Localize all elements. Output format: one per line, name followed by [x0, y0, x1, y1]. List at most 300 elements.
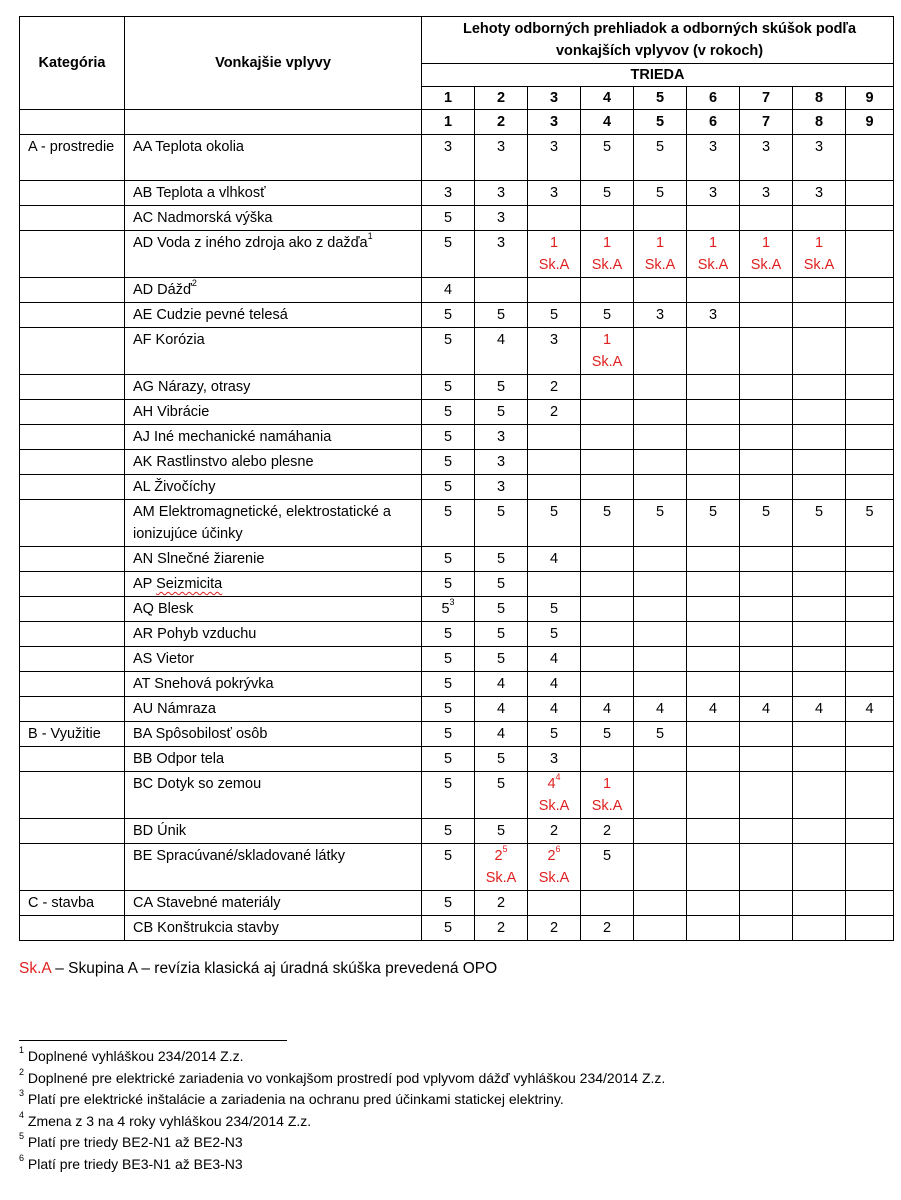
header-class-label: TRIEDA: [422, 64, 894, 87]
value-cell: 5: [475, 597, 528, 622]
influence-cell: BD Únik: [125, 819, 422, 844]
category-cell: [20, 547, 125, 572]
value-cell: [634, 916, 687, 941]
value-cell: [793, 547, 846, 572]
influence-cell: AL Živočíchy: [125, 475, 422, 500]
category-cell: [20, 647, 125, 672]
category-cell: [20, 697, 125, 722]
influence-cell: AB Teplota a vlhkosť: [125, 181, 422, 206]
value-cell: 3: [422, 181, 475, 206]
table-row: [20, 450, 894, 475]
value-cell: 4: [581, 110, 634, 135]
value-cell: [740, 278, 793, 303]
value-cell: [793, 891, 846, 916]
value-cell: [846, 303, 894, 328]
value-cell: 5: [422, 891, 475, 916]
table-row: [20, 722, 894, 747]
category-cell: [20, 622, 125, 647]
header-category: Kategória: [20, 17, 125, 110]
category-cell: C - stavba: [20, 891, 125, 916]
category-cell: [20, 231, 125, 278]
value-cell: 5: [793, 500, 846, 547]
value-cell: [634, 375, 687, 400]
value-cell: 1 Sk.A: [581, 231, 634, 278]
value-cell: [793, 622, 846, 647]
value-cell: 6: [687, 110, 740, 135]
value-cell: [793, 425, 846, 450]
value-cell: 5: [581, 181, 634, 206]
influence-cell: BE Spracúvané/skladované látky: [125, 844, 422, 891]
value-cell: [634, 597, 687, 622]
value-cell: 5: [634, 110, 687, 135]
value-cell: 5: [634, 135, 687, 181]
value-cell: 5: [422, 647, 475, 672]
value-cell: 2: [475, 891, 528, 916]
value-cell: 3: [634, 303, 687, 328]
category-cell: [20, 672, 125, 697]
value-cell: [846, 622, 894, 647]
value-cell: 5: [422, 916, 475, 941]
table-row: [20, 328, 894, 375]
value-cell: [687, 722, 740, 747]
value-cell: 3: [528, 110, 581, 135]
value-cell: [846, 819, 894, 844]
value-cell: 4: [475, 672, 528, 697]
value-cell: $2^6$ Sk.A: [528, 844, 581, 891]
value-cell: [846, 772, 894, 819]
value-cell: 3: [475, 206, 528, 231]
value-cell: [581, 647, 634, 672]
table-row: [20, 672, 894, 697]
value-cell: [687, 400, 740, 425]
value-cell: [634, 425, 687, 450]
value-cell: [687, 375, 740, 400]
value-cell: 5: [422, 547, 475, 572]
value-cell: 2: [528, 819, 581, 844]
value-cell: 1 Sk.A: [740, 231, 793, 278]
footnote-item: $^4$ Zmena z 3 na 4 roky vyhláškou 234/2014 Z.z.: [19, 1109, 312, 1129]
value-cell: 5: [687, 500, 740, 547]
value-cell: [634, 819, 687, 844]
value-cell: $2^5$ Sk.A: [475, 844, 528, 891]
value-cell: [581, 400, 634, 425]
value-cell: 1 Sk.A: [793, 231, 846, 278]
value-cell: [846, 278, 894, 303]
value-cell: 5: [475, 400, 528, 425]
footnote-item: $^3$ Platí pre elektrické inštalácie a zariadenia na ochranu pred účinkami statickej elektriny.: [19, 1088, 564, 1107]
table-row: [20, 181, 894, 206]
influence-cell: AN Slnečné žiarenie: [125, 547, 422, 572]
value-cell: [846, 475, 894, 500]
influence-cell: [125, 110, 422, 135]
value-cell: [687, 772, 740, 819]
value-cell: [846, 328, 894, 375]
category-cell: [20, 400, 125, 425]
value-cell: 2: [581, 916, 634, 941]
value-cell: 5: [422, 375, 475, 400]
value-cell: 3: [528, 135, 581, 181]
value-cell: [581, 278, 634, 303]
value-cell: [846, 450, 894, 475]
category-cell: [20, 303, 125, 328]
value-cell: [793, 672, 846, 697]
value-cell: [634, 772, 687, 819]
value-cell: [581, 672, 634, 697]
category-cell: [20, 500, 125, 547]
influence-cell: AC Nadmorská výška: [125, 206, 422, 231]
value-cell: [581, 547, 634, 572]
influence-cell: AA Teplota okolia: [125, 135, 422, 181]
value-cell: 5: [422, 231, 475, 278]
value-cell: 4: [422, 278, 475, 303]
influence-cell: AS Vietor: [125, 647, 422, 672]
value-cell: [581, 747, 634, 772]
value-cell: 5: [475, 622, 528, 647]
value-cell: 5: [581, 303, 634, 328]
value-cell: [740, 206, 793, 231]
legend: [19, 958, 497, 980]
value-cell: [793, 772, 846, 819]
value-cell: [740, 547, 793, 572]
footnote-item: $^5$ Platí pre triedy BE2-N1 až BE2-N3: [19, 1131, 243, 1150]
value-cell: 5: [475, 572, 528, 597]
value-cell: [846, 572, 894, 597]
value-cell: [581, 597, 634, 622]
value-cell: 3: [475, 425, 528, 450]
value-cell: 5: [422, 303, 475, 328]
table-row: [20, 819, 894, 844]
value-cell: [793, 647, 846, 672]
value-cell: [475, 278, 528, 303]
value-cell: [793, 206, 846, 231]
value-cell: 3: [475, 181, 528, 206]
value-cell: 4: [528, 697, 581, 722]
influence-cell: AM Elektromagnetické, elektrostatické a ionizujúce účinky: [125, 500, 422, 547]
value-cell: 2: [528, 375, 581, 400]
footnote-separator: [19, 1040, 287, 1041]
value-cell: [793, 475, 846, 500]
influence-cell: AH Vibrácie: [125, 400, 422, 425]
influence-cell: AP Seizmicita: [125, 572, 422, 597]
value-cell: [740, 400, 793, 425]
value-cell: [740, 772, 793, 819]
value-cell: 2: [475, 110, 528, 135]
value-cell: [793, 328, 846, 375]
value-cell: [846, 844, 894, 891]
category-cell: [20, 110, 125, 135]
table-row: [20, 844, 894, 891]
value-cell: [846, 375, 894, 400]
table-row: [20, 622, 894, 647]
value-cell: [687, 206, 740, 231]
category-cell: B - Využitie: [20, 722, 125, 747]
value-cell: [793, 572, 846, 597]
value-cell: [634, 206, 687, 231]
category-cell: A - prostredie: [20, 135, 125, 181]
table-row: [20, 697, 894, 722]
value-cell: 5: [422, 622, 475, 647]
footnote-item: $^6$ Platí pre triedy BE3-N1 až BE3-N3: [19, 1152, 243, 1172]
value-cell: [687, 647, 740, 672]
value-cell: [740, 572, 793, 597]
value-cell: [740, 597, 793, 622]
value-cell: [634, 647, 687, 672]
value-cell: [634, 844, 687, 891]
value-cell: 4: [634, 697, 687, 722]
influence-cell: AQ Blesk: [125, 597, 422, 622]
legend-key: Sk.A: [19, 960, 51, 977]
value-cell: 5: [422, 697, 475, 722]
category-cell: [20, 916, 125, 941]
value-cell: 3: [475, 135, 528, 181]
value-cell: [581, 450, 634, 475]
value-cell: [740, 475, 793, 500]
value-cell: 4: [528, 672, 581, 697]
value-cell: [846, 135, 894, 181]
footnote-item: $^1$ Doplnené vyhláškou 234/2014 Z.z.: [19, 1045, 244, 1064]
header-class-2: 2: [475, 87, 528, 110]
value-cell: 2: [528, 400, 581, 425]
value-cell: 3: [687, 135, 740, 181]
value-cell: 7: [740, 110, 793, 135]
header-class-9: 9: [846, 87, 894, 110]
value-cell: [740, 916, 793, 941]
table-row: [20, 647, 894, 672]
influence-cell: AJ Iné mechanické namáhania: [125, 425, 422, 450]
value-cell: [687, 572, 740, 597]
influence-cell: AD Voda z iného zdroja ako z dažďa$^1$: [125, 231, 422, 278]
value-cell: [793, 844, 846, 891]
value-cell: 5: [475, 772, 528, 819]
value-cell: [740, 747, 793, 772]
value-cell: 5: [528, 597, 581, 622]
value-cell: [740, 891, 793, 916]
value-cell: 1: [422, 110, 475, 135]
value-cell: 3: [475, 450, 528, 475]
header-class-8: 8: [793, 87, 846, 110]
value-cell: [846, 916, 894, 941]
value-cell: [793, 375, 846, 400]
value-cell: 4: [581, 697, 634, 722]
value-cell: [740, 328, 793, 375]
value-cell: 5: [528, 622, 581, 647]
value-cell: [846, 231, 894, 278]
value-cell: 5: [422, 672, 475, 697]
table-row: [20, 135, 894, 181]
table-row: [20, 572, 894, 597]
legend-text: – Skupina A – revízia klasická aj úradná skúška prevedená OPO: [50, 960, 498, 977]
table-row: [20, 400, 894, 425]
value-cell: 5: [634, 181, 687, 206]
table-row: [20, 772, 894, 819]
table-row: [20, 916, 894, 941]
category-cell: [20, 747, 125, 772]
value-cell: 5: [528, 500, 581, 547]
value-cell: [634, 278, 687, 303]
table-row: [20, 231, 894, 278]
value-cell: [687, 475, 740, 500]
value-cell: [740, 819, 793, 844]
value-cell: 5: [422, 475, 475, 500]
value-cell: [581, 572, 634, 597]
value-cell: 5: [634, 500, 687, 547]
table-row: [20, 547, 894, 572]
value-cell: 5: [422, 722, 475, 747]
value-cell: [634, 572, 687, 597]
value-cell: 5: [422, 450, 475, 475]
value-cell: [634, 891, 687, 916]
header-class-1: 1: [422, 87, 475, 110]
value-cell: [793, 819, 846, 844]
value-cell: 5: [422, 500, 475, 547]
inspection-intervals-table: [19, 16, 894, 941]
value-cell: 9: [846, 110, 894, 135]
influence-cell: AE Cudzie pevné telesá: [125, 303, 422, 328]
value-cell: 5: [634, 722, 687, 747]
value-cell: 4: [475, 328, 528, 375]
value-cell: 3: [422, 135, 475, 181]
value-cell: [793, 722, 846, 747]
value-cell: 2: [581, 819, 634, 844]
value-cell: [846, 747, 894, 772]
influence-cell: AU Námraza: [125, 697, 422, 722]
value-cell: [528, 206, 581, 231]
value-cell: [793, 747, 846, 772]
value-cell: 1 Sk.A: [687, 231, 740, 278]
value-cell: [846, 672, 894, 697]
value-cell: [846, 547, 894, 572]
influence-cell: AK Rastlinstvo alebo plesne: [125, 450, 422, 475]
value-cell: 3: [793, 181, 846, 206]
value-cell: 5: [475, 547, 528, 572]
table-row: [20, 206, 894, 231]
category-cell: [20, 844, 125, 891]
value-cell: 5: [422, 400, 475, 425]
category-cell: [20, 572, 125, 597]
value-cell: [740, 375, 793, 400]
value-cell: 2: [528, 916, 581, 941]
value-cell: [740, 672, 793, 697]
value-cell: [634, 400, 687, 425]
influence-cell: AF Korózia: [125, 328, 422, 375]
value-cell: [634, 475, 687, 500]
value-cell: 3: [528, 181, 581, 206]
value-cell: 3: [740, 181, 793, 206]
influence-cell: CA Stavebné materiály: [125, 891, 422, 916]
value-cell: [687, 450, 740, 475]
table-row: [20, 500, 894, 547]
value-cell: 4: [687, 697, 740, 722]
value-cell: [581, 622, 634, 647]
value-cell: 5: [475, 747, 528, 772]
value-cell: 5: [422, 572, 475, 597]
value-cell: [846, 891, 894, 916]
value-cell: [846, 722, 894, 747]
value-cell: 3: [528, 747, 581, 772]
value-cell: 4: [846, 697, 894, 722]
value-cell: [740, 647, 793, 672]
value-cell: [528, 572, 581, 597]
value-cell: 3: [687, 181, 740, 206]
table-row: [20, 597, 894, 622]
value-cell: [634, 328, 687, 375]
value-cell: [687, 425, 740, 450]
table-row: [20, 475, 894, 500]
value-cell: 5: [422, 747, 475, 772]
value-cell: [528, 475, 581, 500]
influence-cell: BC Dotyk so zemou: [125, 772, 422, 819]
value-cell: $4^4$ Sk.A: [528, 772, 581, 819]
influence-cell: BA Spôsobilosť osôb: [125, 722, 422, 747]
value-cell: 4: [475, 697, 528, 722]
value-cell: [740, 425, 793, 450]
value-cell: [687, 622, 740, 647]
value-cell: 5: [475, 819, 528, 844]
table-row: [20, 303, 894, 328]
value-cell: 5: [475, 500, 528, 547]
value-cell: 5: [740, 500, 793, 547]
value-cell: [740, 303, 793, 328]
value-cell: 4: [528, 647, 581, 672]
value-cell: [793, 597, 846, 622]
value-cell: [634, 672, 687, 697]
value-cell: [740, 450, 793, 475]
value-cell: [634, 450, 687, 475]
value-cell: 4: [740, 697, 793, 722]
category-cell: [20, 375, 125, 400]
value-cell: [793, 400, 846, 425]
header-title: Lehoty odborných prehliadok a odborných skúšok podľa vonkajších vplyvov (v rokoch): [422, 17, 894, 64]
header-influences: Vonkajšie vplyvy: [125, 17, 422, 110]
value-cell: [528, 450, 581, 475]
value-cell: 3: [740, 135, 793, 181]
value-cell: 4: [528, 547, 581, 572]
value-cell: 5: [581, 844, 634, 891]
value-cell: [581, 891, 634, 916]
footnotes: [19, 1046, 665, 1175]
value-cell: 1 Sk.A: [581, 772, 634, 819]
value-cell: 1 Sk.A: [528, 231, 581, 278]
value-cell: [687, 278, 740, 303]
category-cell: [20, 328, 125, 375]
footnote-item: $^2$ Doplnené pre elektrické zariadenia vo vonkajšom prostredí pod vplyvom dážď vyhláškou 234/2014 Z.z.: [19, 1066, 666, 1086]
value-cell: [740, 844, 793, 891]
header-class-7: 7: [740, 87, 793, 110]
influence-cell: AD Dážď$^2$: [125, 278, 422, 303]
category-cell: [20, 772, 125, 819]
value-cell: 8: [793, 110, 846, 135]
value-cell: [846, 181, 894, 206]
value-cell: 5: [475, 375, 528, 400]
value-cell: 4: [793, 697, 846, 722]
value-cell: 2: [475, 916, 528, 941]
value-cell: 3: [528, 328, 581, 375]
value-cell: [528, 278, 581, 303]
value-cell: [687, 916, 740, 941]
header-class-5: 5: [634, 87, 687, 110]
value-cell: 5: [422, 844, 475, 891]
table-row: [20, 891, 894, 916]
value-cell: [740, 622, 793, 647]
value-cell: [687, 819, 740, 844]
value-cell: 3: [475, 231, 528, 278]
category-cell: [20, 450, 125, 475]
value-cell: [846, 597, 894, 622]
value-cell: [581, 206, 634, 231]
value-cell: 3: [475, 475, 528, 500]
value-cell: [846, 647, 894, 672]
value-cell: 5: [528, 303, 581, 328]
